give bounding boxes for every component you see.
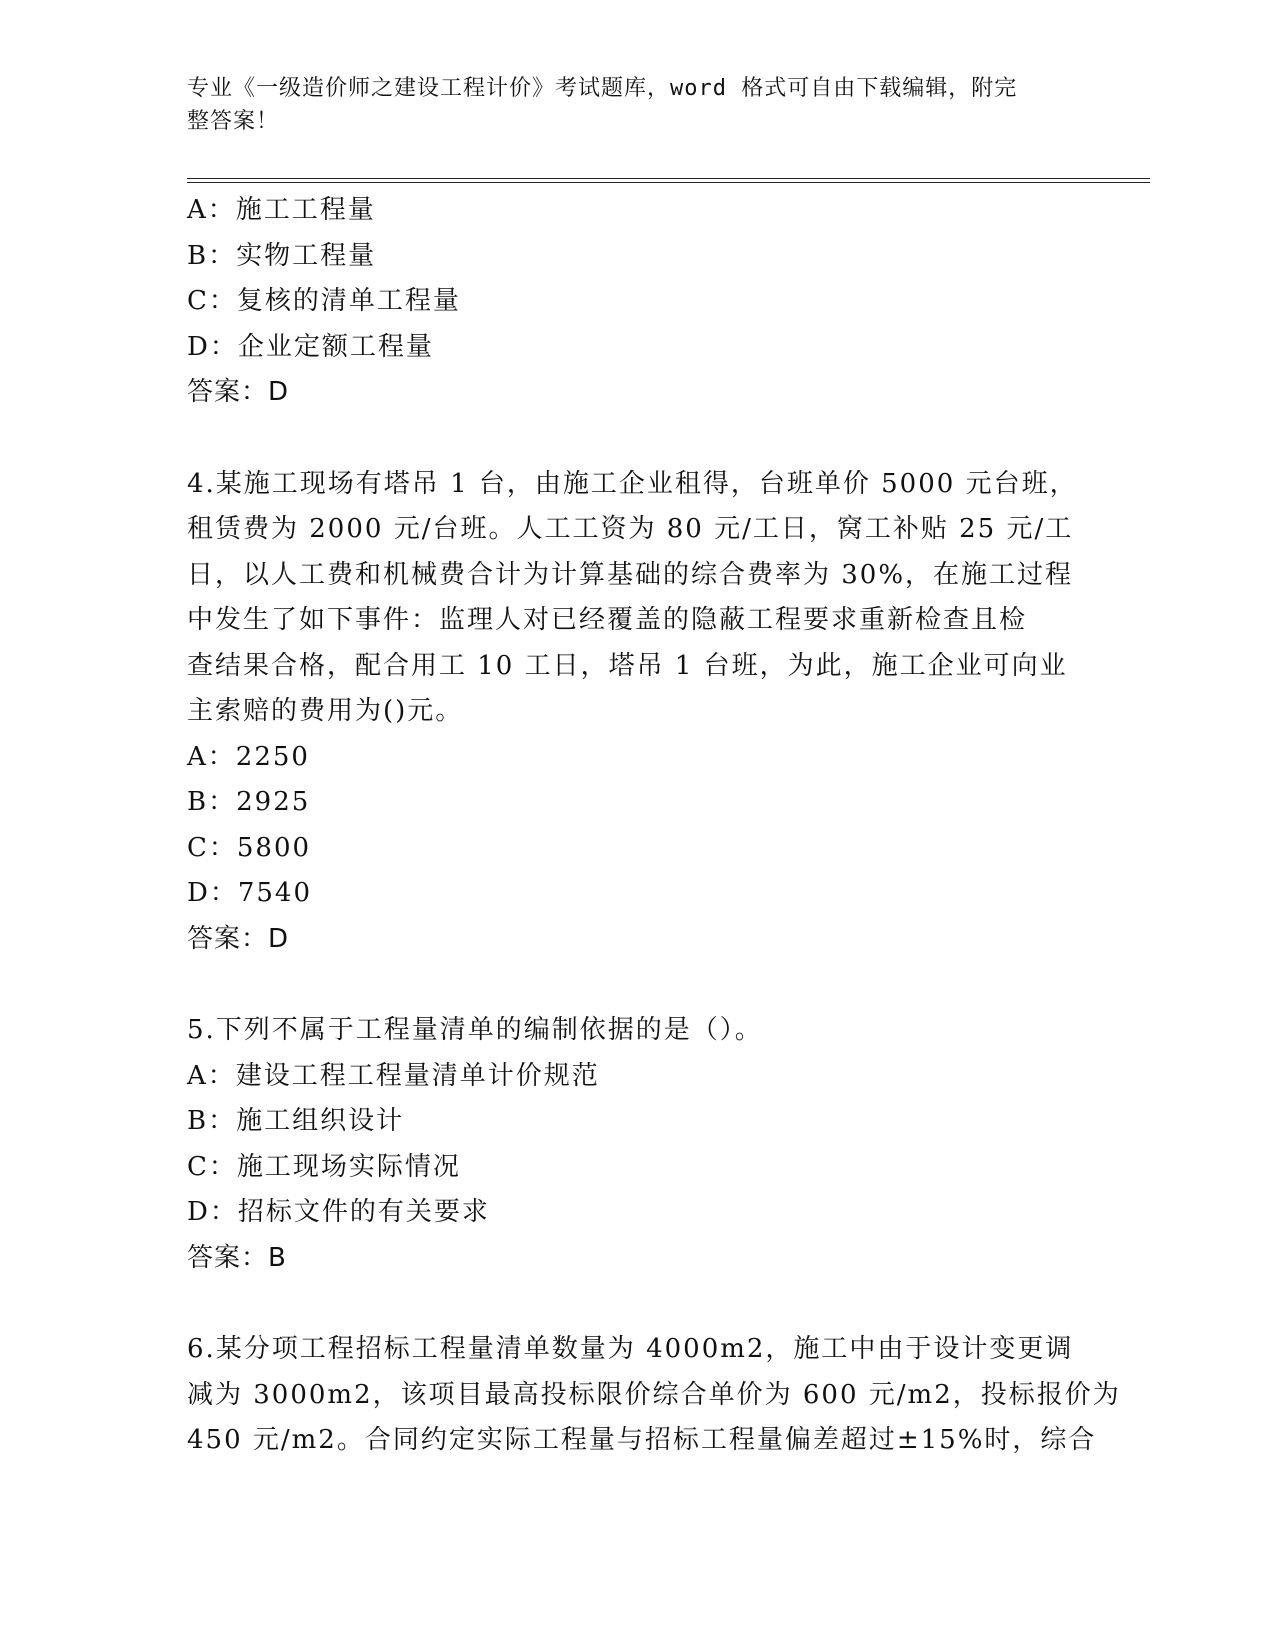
option-b: B：施工组织设计	[187, 1106, 405, 1136]
question-3	[187, 188, 1087, 416]
option-a: A：施工工程量	[187, 195, 376, 225]
option-a: A：2250	[187, 741, 310, 772]
question-stem-line: 租赁费为 2000 元/台班。人工工资为 80 元/工日，窝工补贴 25 元/工	[187, 514, 1074, 544]
header-line-2: 整答案！	[187, 109, 280, 134]
question-stem-line: 主索赔的费用为()元。	[187, 696, 464, 726]
question-stem-line: 查结果合格，配合用工 10 工日，塔吊 1 台班，为此，施工企业可向业	[187, 650, 1068, 681]
header-line-1: 专业《一级造价师之建设工程计价》考试题库，word 格式可自由下载编辑，附完	[187, 76, 1018, 101]
option-d: D：企业定额工程量	[187, 331, 434, 362]
document-body	[187, 188, 1121, 1464]
question-4	[187, 462, 1087, 963]
question-6	[187, 1327, 1121, 1464]
option-b: B：2925	[187, 787, 311, 817]
question-stem-line: 减为 3000m2，该项目最高投标限价综合单价为 600 元/m2，投标报价为	[187, 1379, 1121, 1410]
question-stem-line: 450 元/m2。合同约定实际工程量与招标工程量偏差超过±15%时，综合	[187, 1425, 1097, 1455]
question-stem: 5.下列不属于工程量清单的编制依据的是（）。	[187, 1015, 763, 1045]
header-rule-bottom	[187, 182, 1150, 183]
question-stem-line: 4.某施工现场有塔吊 1 台，由施工企业租得，台班单价 5000 元台班，	[187, 468, 1078, 499]
question-stem-line: 日，以人工费和机械费合计为计算基础的综合费率为 30%，在施工过程	[187, 559, 1074, 590]
option-a: A：建设工程工程量清单计价规范	[187, 1060, 600, 1091]
option-c: C：5800	[187, 832, 312, 863]
answer: 答案：D	[187, 923, 290, 954]
answer: 答案：B	[187, 1242, 287, 1273]
option-d: D：7540	[187, 878, 313, 908]
document-header	[187, 72, 1067, 138]
option-d: D：招标文件的有关要求	[187, 1197, 490, 1227]
question-5	[187, 1008, 1087, 1281]
header-rule-top	[187, 178, 1150, 179]
question-stem-line: 中发生了如下事件：监理人对已经覆盖的隐蔽工程要求重新检查且检	[187, 605, 1028, 635]
answer: 答案：D	[187, 377, 290, 407]
option-b: B：实物工程量	[187, 240, 377, 271]
option-c: C：施工现场实际情况	[187, 1151, 461, 1182]
question-stem-line: 6.某分项工程招标工程量清单数量为 4000m2，施工中由于设计变更调	[187, 1334, 1074, 1364]
option-c: C：复核的清单工程量	[187, 286, 461, 316]
